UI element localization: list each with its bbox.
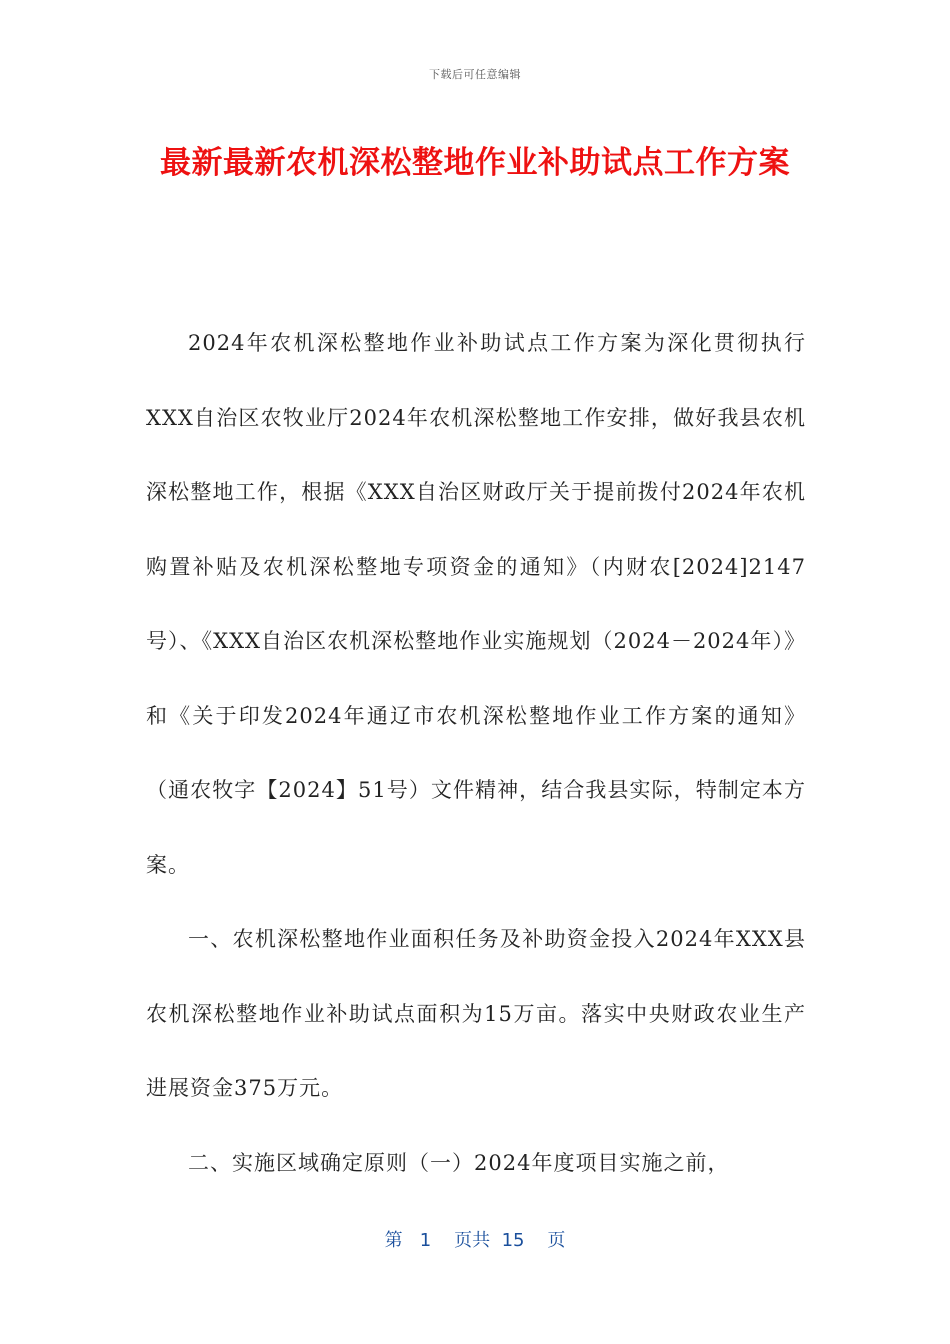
footer-middle: 页共 bbox=[454, 1230, 491, 1251]
footer-total-pages: 15 bbox=[501, 1230, 525, 1251]
document-body bbox=[146, 306, 806, 1200]
footer-prefix: 第 bbox=[384, 1230, 403, 1251]
footer-suffix: 页 bbox=[547, 1230, 566, 1251]
header-note: 下载后可任意编辑 bbox=[429, 68, 521, 81]
document-title: 最新最新农机深松整地作业补助试点工作方案 bbox=[160, 145, 790, 181]
paragraph-section-1: 一、农机深松整地作业面积任务及补助资金投入2024年XXX县农机深松整地作业补助试点面积为15万亩。落实中央财政农业生产进展资金375万元。 bbox=[146, 927, 806, 1100]
paragraph-intro: 2024年农机深松整地作业补助试点工作方案为深化贯彻执行XXX自治区农牧业厅2024年农机深松整地工作安排，做好我县农机深松整地工作，根据《XXX自治区财政厅关于提前拨付2024年农机购置补贴及农机深松整地专项资金的通知》（内财农[2024]2147号）、《XXX自治区农机深松整地作业实施规划（2024－2024年）》和《关于印发2024年通辽市农机深松整地作业工作方案的通知》（通农牧字【2024】51号）文件精神，结合我县实际，特制定本方案。 bbox=[146, 331, 806, 877]
footer-current-page: 1 bbox=[419, 1230, 432, 1251]
page-footer bbox=[0, 1226, 950, 1252]
paragraph-section-2: 二、实施区域确定原则（一）2024年度项目实施之前， bbox=[188, 1150, 730, 1175]
